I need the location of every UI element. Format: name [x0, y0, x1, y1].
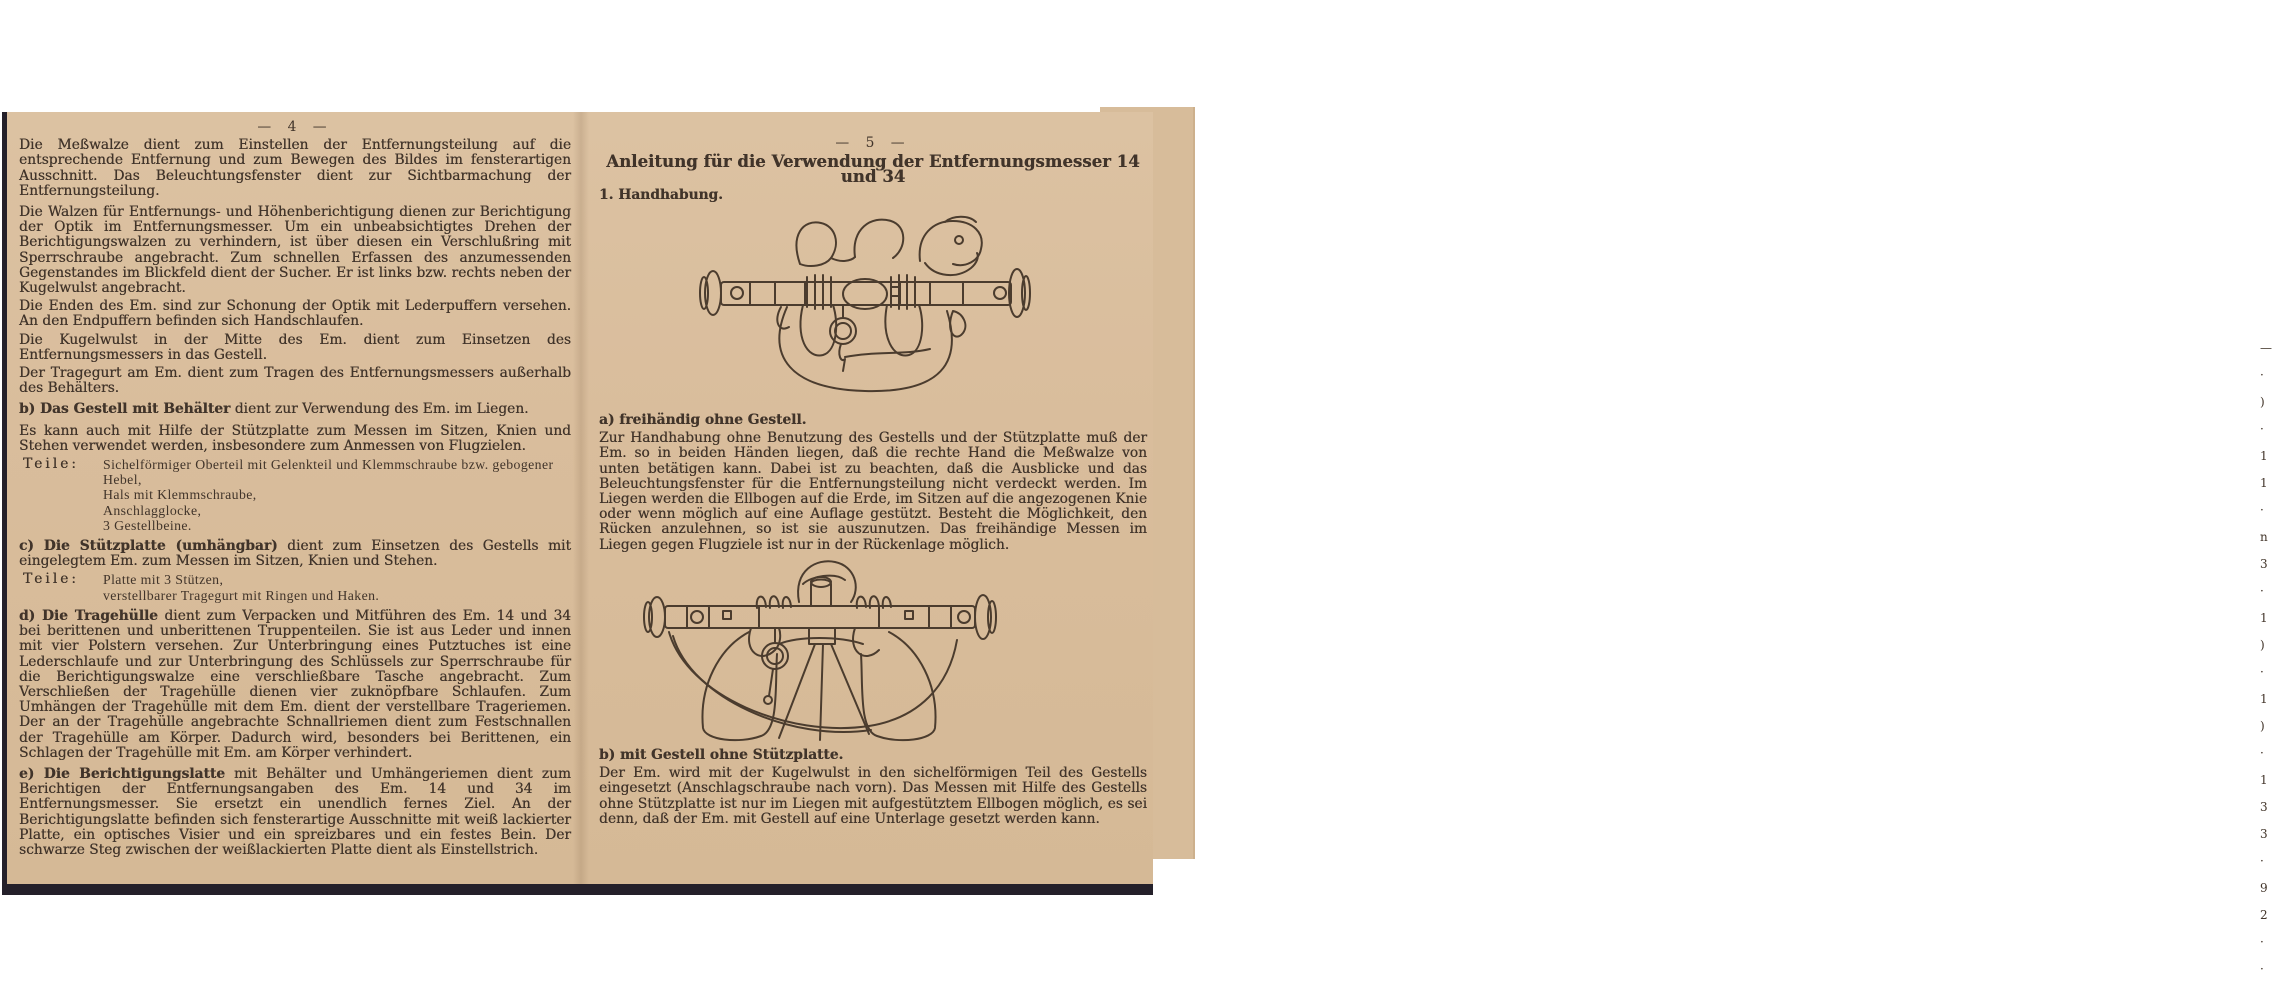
section-b-text: dient zur Verwendung des Em. im Liegen. — [230, 401, 529, 418]
section-b-lead: b) Das Gestell mit Behälter — [19, 401, 231, 418]
page-5-number: — 5 — — [835, 135, 911, 151]
section-d-lead: d) Die Tragehülle — [19, 607, 158, 624]
section-b-heading — [19, 402, 571, 417]
teile-items — [103, 572, 571, 602]
teile-item: Sichelförmiger Oberteil mit Gelenkteil und Klemmschraube bzw. gebogener Hebel, — [103, 457, 554, 488]
section-c-lead: c) Die Stützplatte (umhängbar) — [19, 538, 278, 555]
paragraph-messwalze: Die Meßwalze dient zum Einstellen der Entfernungsteilung auf die entsprechende Entfernung und zum Bewegen des Bildes im fensterartigen Ausschnitt. Das Beleuchtungsfenster dient zur Sichtbarmachung der Entfernungsteilung. — [19, 137, 571, 199]
paragraph-b: Der Em. wird mit der Kugelwulst in den sichelförmigen Teil des Gestells eingesetzt (Anschlagschraube nach vorn). Das Messen mit Hilfe des Gestells ohne Stützplatte ist nur im Liegen mit aufgestütztem Ellbogen möglich, es sei denn, daß der Em. mit Gestell auf eine Unterlage gesetzt werden kann. — [599, 765, 1147, 827]
section-d-text: dient zum Verpacken und Mitführen des Em. 14 und 34 bei berittenen und unberittenen Truppenteilen. Sie ist aus Leder und innen mit vier Polstern versehen. Zur Unterbringung eines Putztuches ist eine Lederschlaufe und zur Unterbringung des Schlüssels zur Sperrschraube für die Berichtigungswalze eine verschließbare Tasche angebracht. Zum Verschließen der Tragehülle dienen vier zuknöpfbare Schlaufen. Zum Umhängen der Tragehülle mit dem Em. dient der verstellbare Trageriemen. Der an der Tragehülle angebrachte Schnallriemen dient zum Festschnallen der Tragehülle am Körper. Dadurch wird, besonders bei Berittenen, ein Schlagen der Tragehülle mit Em. am Körper verhindert. — [19, 607, 571, 761]
page-4 — [19, 120, 571, 861]
section-e-text: mit Behälter und Umhängeriemen dient zum Berichtigen der Entfernungsangaben des Em. 14 und 34 im Entfernungsmesser. Sie ersetzt ein unendlich fernes Ziel. An der Berichtigungslatte befinden sich fensterartige Ausschnitte mit weiß lackierter Platte, ein optisches Visier und ein spreizbares und ein festes Bein. Der schwarze Steg zwischen der weißlackierten Platte dient als Einstellstrich. — [19, 765, 571, 858]
teile-item: Platte mit 3 Stützen, — [103, 572, 224, 588]
teile-item: verstellbarer Tragegurt mit Ringen und Haken. — [103, 587, 380, 603]
caption-b: b) mit Gestell ohne Stützplatte. — [599, 747, 844, 764]
next-page-text-fragments: — · ) · 1 1 · n 3 · 1 ) · 1 ) · 1 3 3 · 9 2 · · — [2260, 341, 2272, 976]
teile-item: Anschlagglocke, — [103, 502, 202, 518]
section-1-heading: 1. Handhabung. — [599, 186, 723, 203]
teile-item: 3 Gestellbeine. — [103, 517, 192, 533]
paragraph-walzen: Die Walzen für Entfernungs- und Höhenberichtigung dienen zur Berichtigung der Optik im Entfernungsmesser. Um ein unbeabsichtigtes Drehen der Berichtigungswalzen zu verhindern, ist über diesen ein Verschlußring mit Sperrschraube angebracht. Zum schnellen Erfassen des anzumessenden Gegenstandes im Blickfeld dient der Sucher. Er ist links bzw. rechts neben der Kugelwulst angebracht. — [19, 204, 571, 297]
soldier-rangefinder-on-stand-drawing — [639, 556, 999, 742]
caption-a: a) freihändig ohne Gestell. — [599, 412, 807, 429]
paragraph-enden: Die Enden des Em. sind zur Schonung der Optik mit Lederpuffern versehen. An den Endpuffern befinden sich Handschlaufen. — [19, 298, 571, 330]
page-4-number: — 4 — — [257, 119, 333, 135]
page-5-title: Anleitung für die Verwendung der Entfernungsmesser 14 und 34 — [606, 151, 1140, 187]
section-e-paragraph — [19, 767, 571, 858]
section-c-text: dient zum Einsetzen des Gestells mit eingelegtem Em. zum Messen im Sitzen, Knien und Stehen. — [19, 538, 571, 570]
paragraph-tragegurt: Der Tragegurt am Em. dient zum Tragen des Entfernungsmessers außerhalb des Behälters. — [19, 365, 571, 397]
teile-label: Teile: — [23, 571, 79, 588]
open-booklet-spread — [2, 112, 1153, 895]
page-5 — [599, 136, 1147, 830]
figure-freehand-lying-illustration — [695, 207, 1147, 409]
section-c-paragraph — [19, 539, 571, 569]
teile-list-stuetzplatte — [19, 572, 571, 602]
paragraph-a: Zur Handhabung ohne Benutzung des Gestells und der Stützplatte muß der Em. so in beiden Händen liegen, daß die rechte Hand die Meßwalze von unten betätigen kann. Dabei ist zu beachten, daß die Ausblicke und das Beleuchtungsfenster für die Entfernungsteilung nicht verdeckt werden. Im Liegen werden die Ellbogen auf die Erde, im Sitzen auf die angezogenen Knie oder wenn möglich auf eine Auflage gestützt. Besteht die Möglichkeit, den Rücken anzulehnen, so ist sie auszunutzen. Das freihändige Messen im Liegen gegen Flugziele ist nur in der Rückenlage möglich. — [599, 430, 1147, 553]
section-d-paragraph — [19, 609, 571, 761]
page-fold-gutter — [573, 112, 589, 884]
paragraph-b2: Es kann auch mit Hilfe der Stützplatte zum Messen im Sitzen, Knien und Stehen verwendet werden, insbesondere zum Anmessen von Flugzielen. — [19, 422, 571, 454]
figure-stand-illustration — [639, 556, 1147, 746]
teile-label: Teile: — [23, 456, 79, 473]
paragraph-kugelwulst: Die Kugelwulst in der Mitte des Em. dient zum Einsetzen des Entfernungsmessers in das Gestell. — [19, 331, 571, 363]
lying-soldier-rangefinder-drawing — [695, 207, 1035, 405]
teile-item: Hals mit Klemmschraube, — [103, 487, 257, 503]
section-e-lead: e) Die Berichtigungslatte — [19, 765, 225, 782]
teile-items — [103, 457, 571, 533]
teile-list-gestell — [19, 457, 571, 533]
